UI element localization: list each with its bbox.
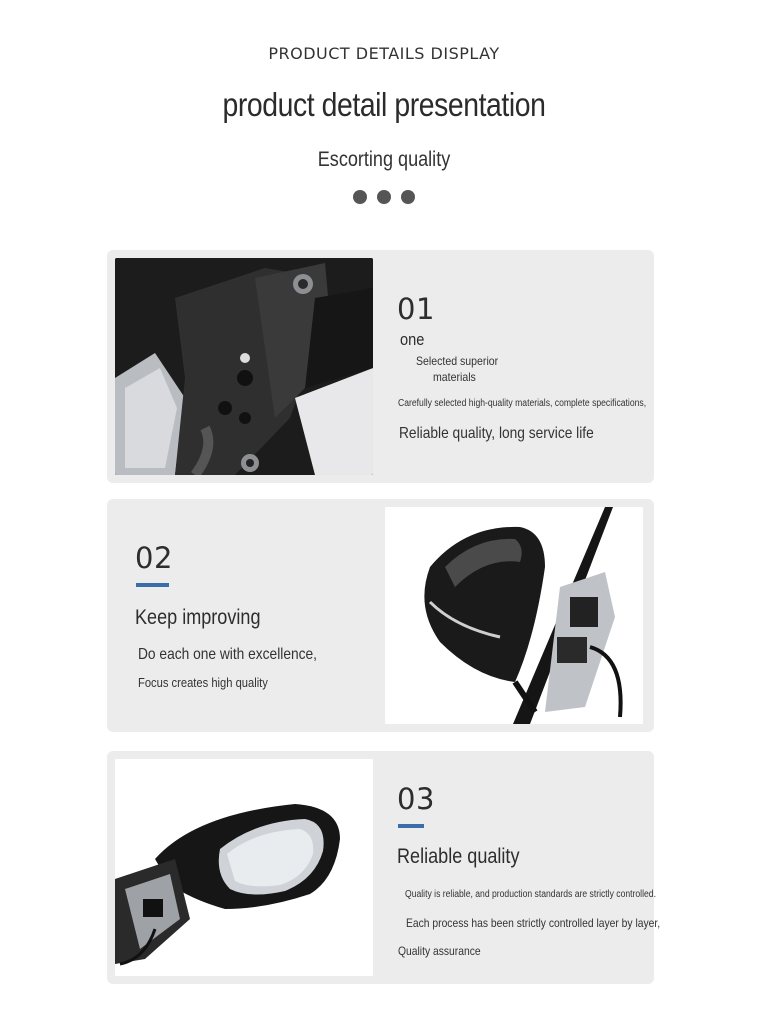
section-number: 03: [397, 782, 435, 816]
accent-bar: [136, 583, 169, 587]
section-text: Selected superior: [416, 354, 499, 368]
section-text: Quality assurance: [398, 944, 481, 958]
page-subtitle: Escorting quality: [317, 148, 451, 171]
detail-card-03: [107, 751, 661, 984]
accent-bar: [398, 824, 424, 828]
page-title: product detail presentation: [222, 86, 546, 123]
section-text: Focus creates high quality: [138, 675, 268, 690]
detail-card-02: [107, 499, 654, 732]
section-text: Each process has been strictly controlled layer by layer,: [406, 916, 661, 930]
header-eyebrow: PRODUCT DETAILS DISPLAY: [268, 44, 500, 63]
dot-icon: [353, 190, 367, 204]
side-mirror-front-photo: [115, 759, 373, 976]
section-text: Do each one with excellence,: [138, 646, 317, 663]
section-number: 01: [397, 292, 435, 326]
section-heading: Keep improving: [135, 606, 261, 629]
detail-card-01: [107, 250, 654, 483]
section-heading: one: [400, 330, 425, 349]
section-text: Carefully selected high-quality materials, complete specifications,: [398, 398, 647, 409]
section-heading: Reliable quality: [397, 845, 520, 868]
side-mirror-back-photo: [385, 507, 643, 724]
mirror-bracket-photo: [115, 258, 373, 475]
decorative-dots: [0, 190, 768, 204]
section-text: Quality is reliable, and production standards are strictly controlled.: [405, 889, 656, 900]
section-text: materials: [433, 370, 476, 384]
dot-icon: [401, 190, 415, 204]
dot-icon: [377, 190, 391, 204]
section-text: Reliable quality, long service life: [399, 425, 594, 442]
section-number: 02: [135, 541, 173, 575]
